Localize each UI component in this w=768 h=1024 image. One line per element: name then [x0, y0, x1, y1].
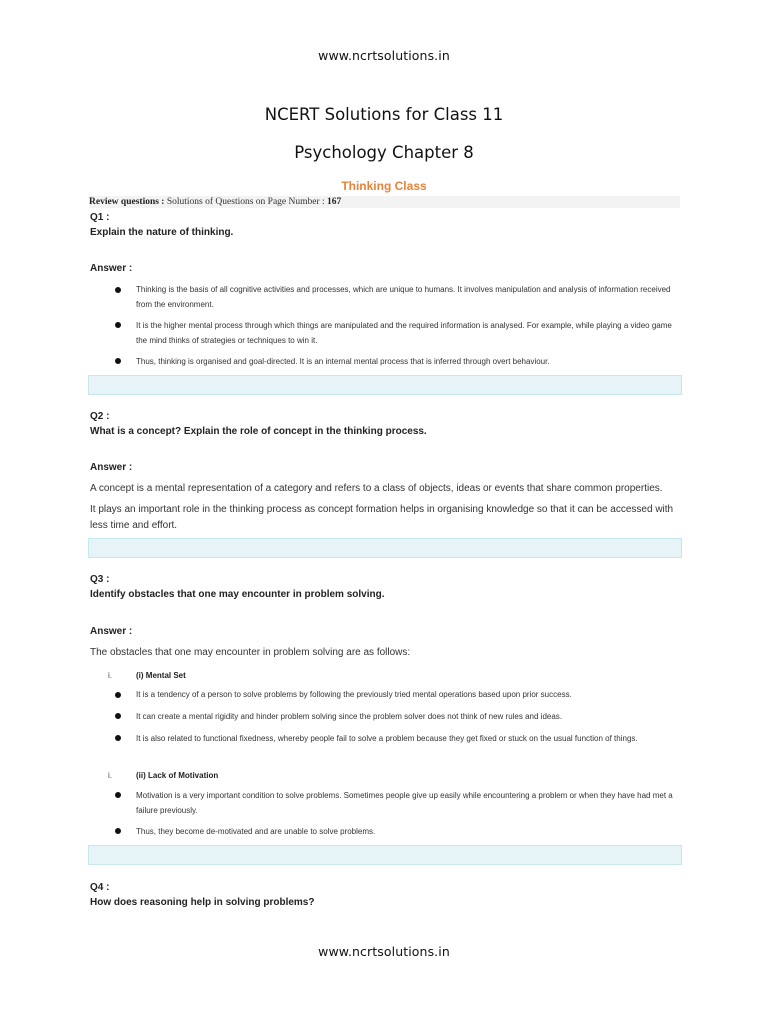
q2-answer-label: Answer : [90, 462, 133, 473]
separator-band [88, 845, 682, 865]
bullet-dot [115, 692, 121, 698]
q3-s1-bullet-3: It is also related to functional fixedness, whereby people fail to solve a problem because they get fixed or stuck on the usual function of things. [136, 734, 638, 743]
list-marker: i. [108, 771, 112, 780]
q3-number: Q3 : [90, 574, 110, 585]
section-subtitle: Thinking Class [341, 179, 427, 193]
q2-paragraph-2: It plays an important role in the thinking process as concept formation helps in organising knowledge so that it can be accessed with less time and effort. [90, 504, 674, 531]
bullet-dot [115, 792, 121, 798]
separator-band [88, 375, 682, 395]
review-text: Solutions of Questions on Page Number : [164, 197, 328, 207]
review-label: Review questions : [89, 197, 165, 207]
chapter-title: Psychology Chapter 8 [294, 143, 474, 162]
bullet-dot [115, 713, 121, 719]
q3-section-1-heading: (i) Mental Set [136, 671, 186, 680]
q3-question: Identify obstacles that one may encounter in problem solving. [90, 589, 385, 600]
site-header: www.ncrtsolutions.in [318, 48, 450, 63]
q4-number: Q4 : [90, 882, 110, 893]
bullet-dot [115, 287, 121, 293]
q1-number: Q1 : [90, 212, 110, 223]
q2-question: What is a concept? Explain the role of concept in the thinking process. [90, 426, 427, 437]
q1-answer-label: Answer : [90, 263, 133, 274]
q3-s1-bullet-1: It is a tendency of a person to solve problems by following the previously tried mental operations based upon prior success. [136, 690, 572, 699]
review-page: 167 [327, 197, 342, 207]
q3-answer-label: Answer : [90, 626, 133, 637]
q1-bullet-2: It is the higher mental process through which things are manipulated and the required information is analysed. For example, while playing a video game the mind thinks of strategies or techniques to win it. [136, 321, 672, 345]
review-bar [89, 196, 680, 208]
q1-bullet-3: Thus, thinking is organised and goal-directed. It is an internal mental process that is inferred through overt behaviour. [136, 357, 550, 366]
bullet-dot [115, 828, 121, 834]
q4-question: How does reasoning help in solving problems? [90, 897, 315, 908]
bullet-dot [115, 322, 121, 328]
q1-question: Explain the nature of thinking. [90, 227, 234, 238]
bullet-dot [115, 735, 121, 741]
list-marker: i. [108, 671, 112, 680]
q3-s2-bullet-2: Thus, they become de-motivated and are unable to solve problems. [136, 827, 376, 836]
q3-intro: The obstacles that one may encounter in problem solving are as follows: [90, 647, 411, 658]
bullet-dot [115, 358, 121, 364]
site-footer: www.ncrtsolutions.in [318, 944, 450, 959]
q3-s1-bullet-2: It can create a mental rigidity and hinder problem solving since the problem solver does not think of new rules and ideas. [136, 712, 563, 721]
separator-band [88, 538, 682, 558]
q3-section-2-heading: (ii) Lack of Motivation [136, 771, 219, 780]
page-title: NCERT Solutions for Class 11 [264, 105, 504, 124]
q2-number: Q2 : [90, 411, 110, 422]
q3-s2-bullet-1: Motivation is a very important condition to solve problems. Sometimes people give up easily while encountering a problem or when they have had met a failure previously. [136, 791, 673, 815]
q1-bullet-1: Thinking is the basis of all cognitive activities and processes, which are unique to humans. It involves manipulation and analysis of information received from the environment. [136, 285, 671, 309]
q2-paragraph-1: A concept is a mental representation of a category and refers to a class of objects, ideas or events that share common properties. [90, 483, 663, 494]
